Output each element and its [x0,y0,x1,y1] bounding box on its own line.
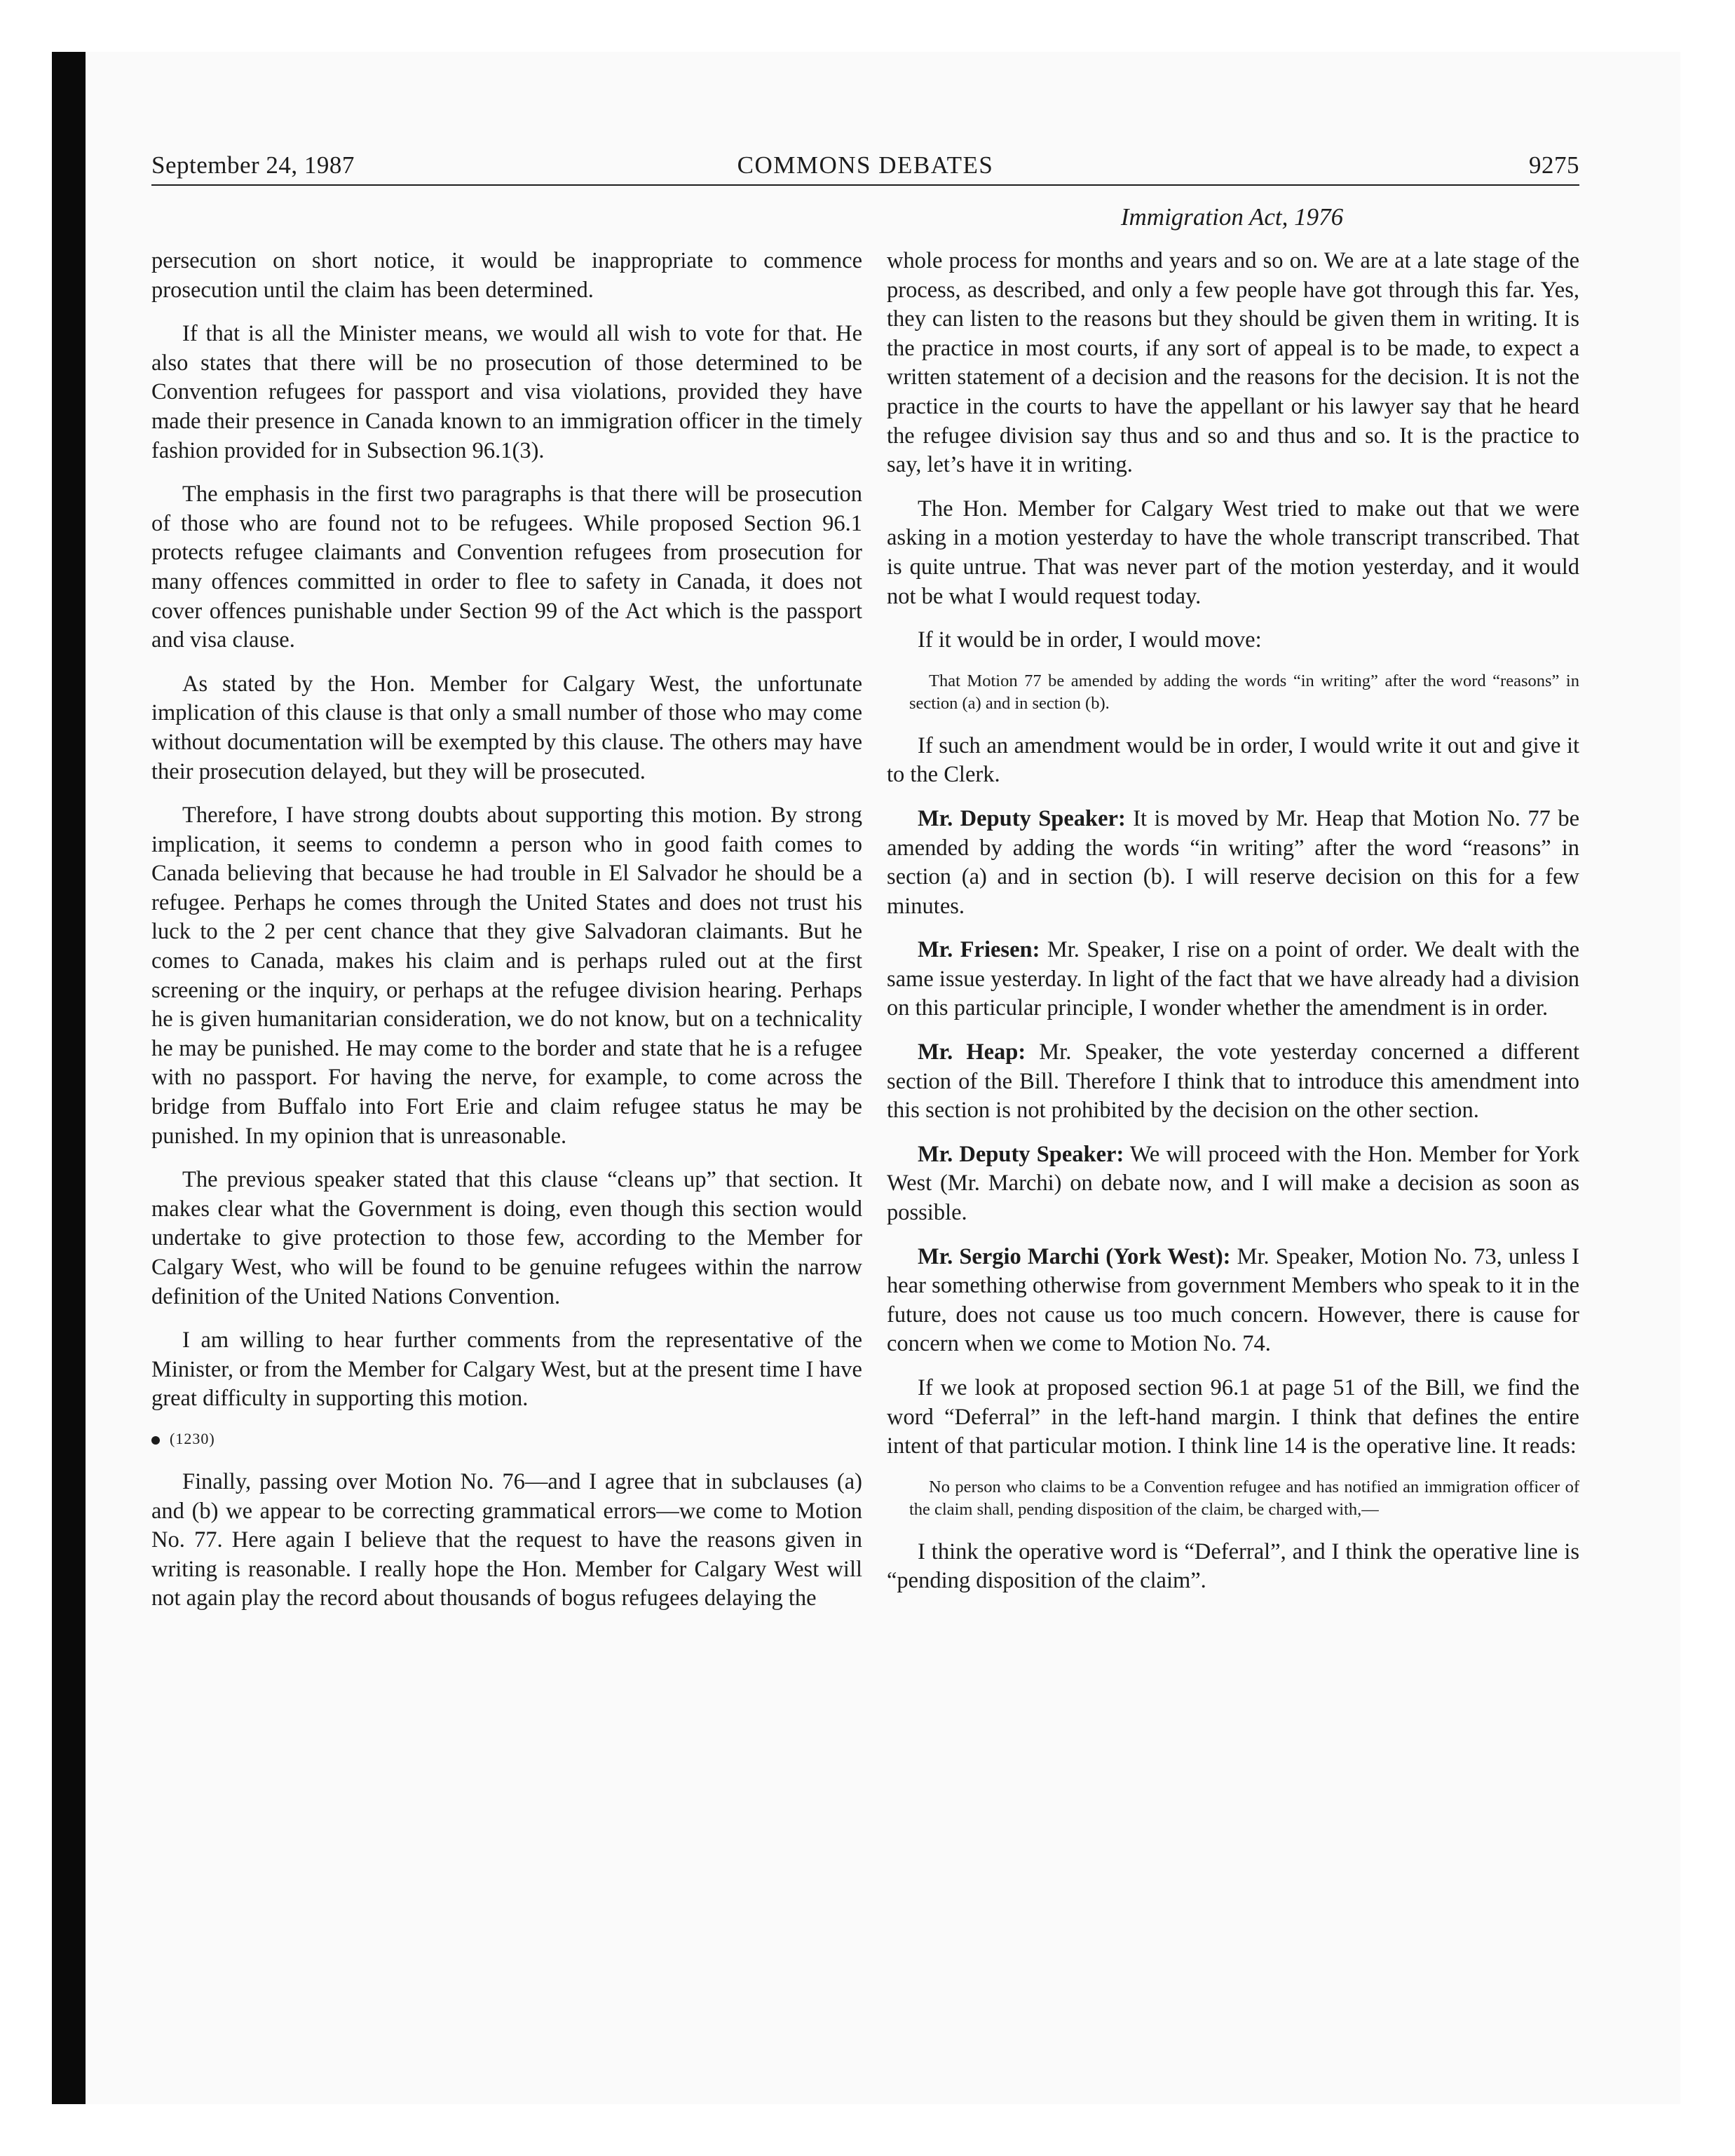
page-header [151,151,1579,186]
paragraph: I am willing to hear further comments from the representative of the Minister, or from the Member for Calgary West, but at the present time I have great difficulty in supporting this motion. [151,1328,862,1412]
paragraph: Therefore, I have strong doubts about supporting this motion. By strong implication, it seems to condemn a person who in good faith comes to Canada believing that because he had trouble in El Salvador he should be a refugee. Perhaps he comes through the United States and does not trust his luck to the 2 per cent chance that they give Salvadoran claimants. But he comes to Canada, makes his claim and is perhaps ruled out at the first screening or the inquiry, or perhaps at the refugee division hearing. Perhaps he is given humanitarian consideration, we do not know, but on a technicality he may be punished. He may come to the border and state that he is a refugee with no passport. For having the nerve, for example, to come across the bridge from Buffalo into Fort Erie and claim refugee status he may be punished. In my opinion that is unreasonable. [151,803,862,1149]
bullet-dot-icon [151,1436,160,1445]
quoted-motion: That Motion 77 be amended by adding the words “in writing” after the word “reasons” in section (a) and in section (b). [909,671,1579,713]
speech-text: It is moved by Mr. Heap that Motion No. 77 be amended by adding the words “in writing” after the word “reasons” in section (a) and in section (b). I will reserve decision on this for a few minutes. [887,805,1579,919]
speech-text: Mr. Speaker, Motion No. 73, unless I hear something otherwise from government Members who speak to it in the future, does not cause us too much concern. However, there is cause for concern when we come to Motion No. 74. [887,1243,1579,1357]
paragraph: The previous speaker stated that this clause “cleans up” that section. It makes clear what the Government is doing, even though this section would undertake to give protection to those few, according to the Member for Calgary West, who will be found to be genuine refugees within the narrow definition of the United Nations Convention. [151,1167,862,1309]
speech-friesen [887,936,1579,1023]
time-marker [151,1428,862,1449]
paragraph: If we look at proposed section 96.1 at page 51 of the Bill, we find the word “Deferral” in the left-hand margin. I think that defines the entire intent of that particular motion. I think line 14 is the operative line. It reads: [887,1375,1579,1459]
speech-text: Mr. Speaker, I rise on a point of order. We dealt with the same issue yesterday. In light of the fact that we have already had a division on this particular principle, I wonder whether the amendment is in order. [887,937,1580,1021]
speaker-name: Mr. Sergio Marchi (York West): [918,1243,1231,1269]
paragraph: If it would be in order, I would move: [918,627,1262,653]
right-column [887,247,1579,1611]
speaker-name: Mr. Friesen: [918,937,1040,963]
header-rule [151,184,1579,186]
scan-edge-bar [52,52,86,2104]
header-page-number: 9275 [1529,151,1579,179]
speech-text: We will proceed with the Hon. Member for York West (Mr. Marchi) on debate now, and I will make a decision as soon as possible. [887,1141,1579,1226]
paragraph: If that is all the Minister means, we would all wish to vote for that. He also states that there will be no prosecution of those determined to be Convention refugees for passport and visa violations, provided they have made their presence in Canada known to an immigration officer in the timely fashion provided for in Subsection 96.1(3). [151,321,862,463]
speech-deputy-speaker-2 [887,1140,1579,1228]
speech-marchi [887,1243,1579,1359]
paragraph: The emphasis in the first two paragraphs is that there will be prosecution of those who are found not to be refugees. While proposed Section 96.1 protects refugee claimants and Convention refugees from prosecution for many offences committed in order to flee to safety in Canada, it does not cover offences punishable under Section 99 of the Act which is the passport and visa clause. [151,482,862,653]
header-date: September 24, 1987 [151,151,355,179]
left-column [151,247,862,1628]
paragraph: Finally, passing over Motion No. 76—and I agree that in subclauses (a) and (b) we appear to be correcting grammatical errors—we come to Motion No. 77. Here again I believe that the request to have the reasons given in writing is reasonable. I really hope the Hon. Member for Calgary West will not again play the record about thousands of bogus refugees delaying the [151,1468,862,1611]
speech-text: Mr. Speaker, the vote yesterday concerned a different section of the Bill. Therefore I think that to introduce this amendment into this section is not prohibited by the decision on the other section. [887,1039,1579,1124]
header-title: COMMONS DEBATES [737,151,994,179]
speaker-name: Mr. Heap: [918,1039,1026,1065]
paragraph: whole process for months and years and so on. We are at a late stage of the process, as described, and only a few people have got through this far. Yes, they can listen to the reasons but they should be given them in writing. It is the practice in most courts, if any sort of appeal is to be made, to expect a written statement of a decision and the reasons for the decision. It is not the practice in the courts to have the appellant or his lawyer say that he heard the refugee division say thus and so and thus and so. It is the practice to say, let’s have it in writing. [887,248,1579,478]
running-subject: Immigration Act, 1976 [1120,203,1344,231]
paragraph: The Hon. Member for Calgary West tried to make out that we were asking in a motion yesterday to have the whole transcript transcribed. That is quite untrue. That was never part of the motion yesterday, and it would not be what I would request today. [887,496,1579,609]
paragraph: If such an amendment would be in order, I would write it out and give it to the Clerk. [887,732,1579,788]
paragraph: I think the operative word is “Deferral”, and I think the operative line is “pending disposition of the claim”. [887,1538,1579,1594]
paragraph: As stated by the Hon. Member for Calgary West, the unfortunate implication of this clause is that only a small number of those who may come without documentation will be exempted by this clause. The others may have their prosecution delayed, but they will be prosecuted. [151,671,862,784]
quoted-bill-text: No person who claims to be a Convention refugee and has notified an immigration officer of the claim shall, pending disposition of the claim, be charged with,— [909,1477,1579,1519]
time-marker-text: (1230) [170,1429,215,1447]
speaker-name: Mr. Deputy Speaker: [918,1141,1124,1167]
speech-deputy-speaker [887,805,1579,921]
paragraph: persecution on short notice, it would be inappropriate to commence prosecution until the claim has been determined. [151,248,862,303]
speech-heap [887,1038,1579,1126]
speaker-name: Mr. Deputy Speaker: [918,805,1126,831]
